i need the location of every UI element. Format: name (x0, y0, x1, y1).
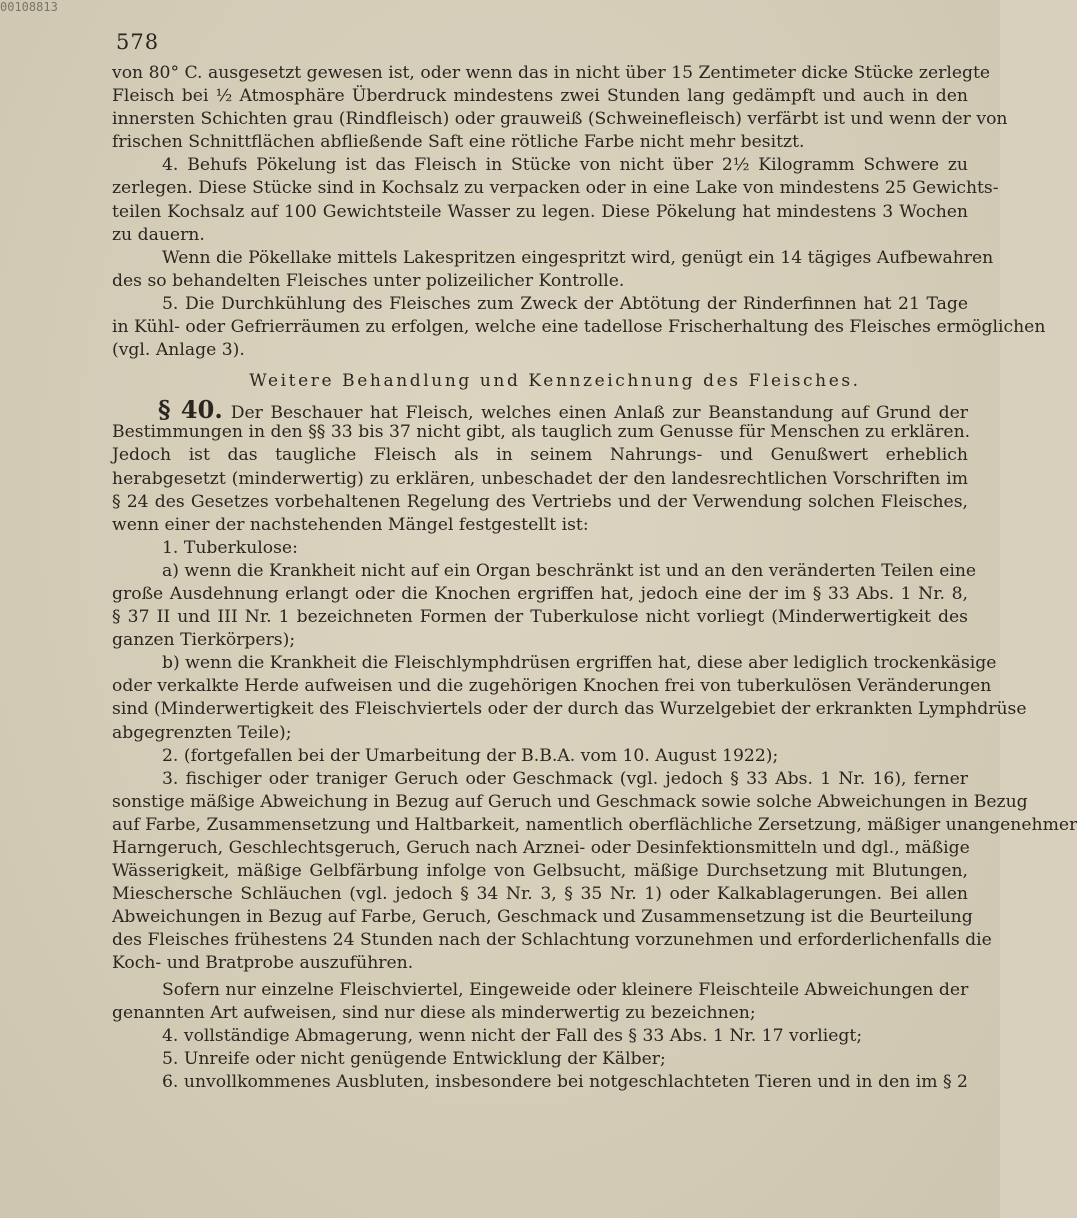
text-line: 2. (fortgefallen bei der Umarbeitung der B.B.A. vom 10. August 1922); (162, 745, 779, 766)
body-text (112, 62, 1077, 1094)
text-line: auf Farbe, Zusammensetzung und Haltbarkeit, namentlich oberflächliche Zersetzung, mäßiger unangenehmer (112, 814, 1077, 835)
text-line: zu dauern. (112, 224, 205, 245)
text-line: des Fleisches frühestens 24 Stunden nach der Schlachtung vorzunehmen und erforderlichenfalls die (112, 930, 992, 951)
text-line: zerlegen. Diese Stücke sind in Kochsalz zu verpacken oder in eine Lake von mindestens 25 Gewichts- (112, 178, 999, 199)
section-heading: Weitere Behandlung und Kennzeichnung des Fleisches. (249, 371, 861, 392)
text-line: § 37 II und III Nr. 1 bezeichneten Formen der Tuberkulose nicht vorliegt (Minderwertigkeit des (112, 607, 968, 628)
text-line: ganzen Tierkörpers); (112, 630, 296, 651)
text-line: 4. Behufs Pökelung ist das Fleisch in Stücke von nicht über 2½ Kilogramm Schwere zu (162, 155, 968, 176)
text-line: oder verkalkte Herde aufweisen und die zugehörigen Knochen frei von tuberkulösen Veränderungen (112, 676, 992, 697)
text-line: Wässerigkeit, mäßige Gelbfärbung infolge von Gelbsucht, mäßige Durchsetzung mit Blutungen, (112, 861, 968, 882)
text-line: teilen Kochsalz auf 100 Gewichtsteile Wasser zu legen. Diese Pökelung hat mindestens 3 Wochen (112, 201, 968, 222)
text-line: 4. vollständige Abmagerung, wenn nicht der Fall des § 33 Abs. 1 Nr. 17 vorliegt; (162, 1025, 863, 1046)
text-line: 3. fischiger oder traniger Geruch oder Geschmack (vgl. jedoch § 33 Abs. 1 Nr. 16), ferner (162, 768, 968, 789)
section-first-line (112, 395, 968, 425)
text-line: Wenn die Pökellake mittels Lakespritzen eingespritzt wird, genügt ein 14 tägiges Aufbewahren (162, 247, 994, 268)
text-line: b) wenn die Krankheit die Fleischlymphdrüsen ergriffen hat, diese aber lediglich trockenkäsige (162, 653, 997, 674)
text-line: Harngeruch, Geschlechtsgeruch, Geruch nach Arznei- oder Desinfektionsmitteln und dgl., mäßige (112, 838, 970, 858)
text-line: sind (Minderwertigkeit des Fleischviertels oder der durch das Wurzelgebiet der erkrankten Lymphdrüse (112, 699, 1027, 720)
text-line: 5. Unreife oder nicht genügende Entwicklung der Kälber; (162, 1048, 666, 1069)
text-line: frischen Schnittflächen abfließende Saft eine rötliche Farbe nicht mehr besitzt. (112, 132, 805, 153)
text-line: Fleisch bei ½ Atmosphäre Überdruck mindestens zwei Stunden lang gedämpft und auch in den (112, 86, 968, 107)
text-line: in Kühl- oder Gefrierräumen zu erfolgen, welche eine tadellose Frischerhaltung des Fleisches ermöglichen (112, 317, 1046, 338)
text-line: des so behandelten Fleisches unter polizeilicher Kontrolle. (112, 270, 625, 291)
text-line: Der Beschauer hat Fleisch, welches einen Anlaß zur Beanstandung auf Grund der (230, 403, 968, 424)
text-line: Mieschersche Schläuchen (vgl. jedoch § 34 Nr. 3, § 35 Nr. 1) oder Kalkablagerungen. Bei allen (112, 884, 968, 905)
page-number: 578 (116, 30, 160, 54)
text-line: Koch- und Bratprobe auszuführen. (112, 953, 414, 974)
text-line: genannten Art aufweisen, sind nur diese als minderwertig zu bezeichnen; (112, 1002, 756, 1023)
text-line: a) wenn die Krankheit nicht auf ein Organ beschränkt ist und an den veränderten Teilen eine (162, 560, 977, 581)
text-line: sonstige mäßige Abweichung in Bezug auf Geruch und Geschmack sowie solche Abweichungen in Bezug (112, 791, 1028, 812)
text-line: 6. unvollkommenes Ausbluten, insbesondere bei notgeschlachteten Tieren und in den im § 2 (162, 1071, 968, 1092)
text-line: Sofern nur einzelne Fleischviertel, Eingeweide oder kleinere Fleischteile Abweichungen der (162, 979, 969, 1000)
text-line: herabgesetzt (minderwertig) zu erklären, unbeschadet der den landesrechtlichen Vorschriften im (112, 468, 968, 489)
section-number: § 40. (158, 395, 223, 425)
text-line: 1. Tuberkulose: (162, 537, 298, 558)
text-line: innersten Schichten grau (Rindfleisch) oder grauweiß (Schweinefleisch) verfärbt ist und wenn der von (112, 109, 1008, 130)
text-line: von 80° C. ausgesetzt gewesen ist, oder wenn das in nicht über 15 Zentimeter dicke Stücke zerlegte (112, 63, 991, 83)
text-line: (vgl. Anlage 3). (112, 340, 245, 361)
text-line: wenn einer der nachstehenden Mängel festgestellt ist: (112, 514, 589, 535)
text-line: § 24 des Gesetzes vorbehaltenen Regelung des Vertriebs und der Verwendung solchen Fleisches, (112, 491, 968, 512)
text-line: Abweichungen in Bezug auf Farbe, Geruch, Geschmack und Zusammensetzung ist die Beurteilung (112, 907, 973, 928)
text-line: 5. Die Durchkühlung des Fleisches zum Zweck der Abtötung der Rinderfinnen hat 21 Tage (162, 293, 968, 314)
text-line: große Ausdehnung erlangt oder die Knochen ergriffen hat, jedoch eine der im § 33 Abs. 1 Nr. 8, (112, 583, 968, 604)
scan-id-mark: 00108813 (0, 0, 58, 14)
text-line: Jedoch ist das taugliche Fleisch als in seinem Nahrungs- und Genußwert erheblich (112, 445, 968, 466)
text-line: abgegrenzten Teile); (112, 722, 292, 743)
text-line: Bestimmungen in den §§ 33 bis 37 nicht gibt, als tauglich zum Genusse für Menschen zu erklären. (112, 422, 971, 443)
